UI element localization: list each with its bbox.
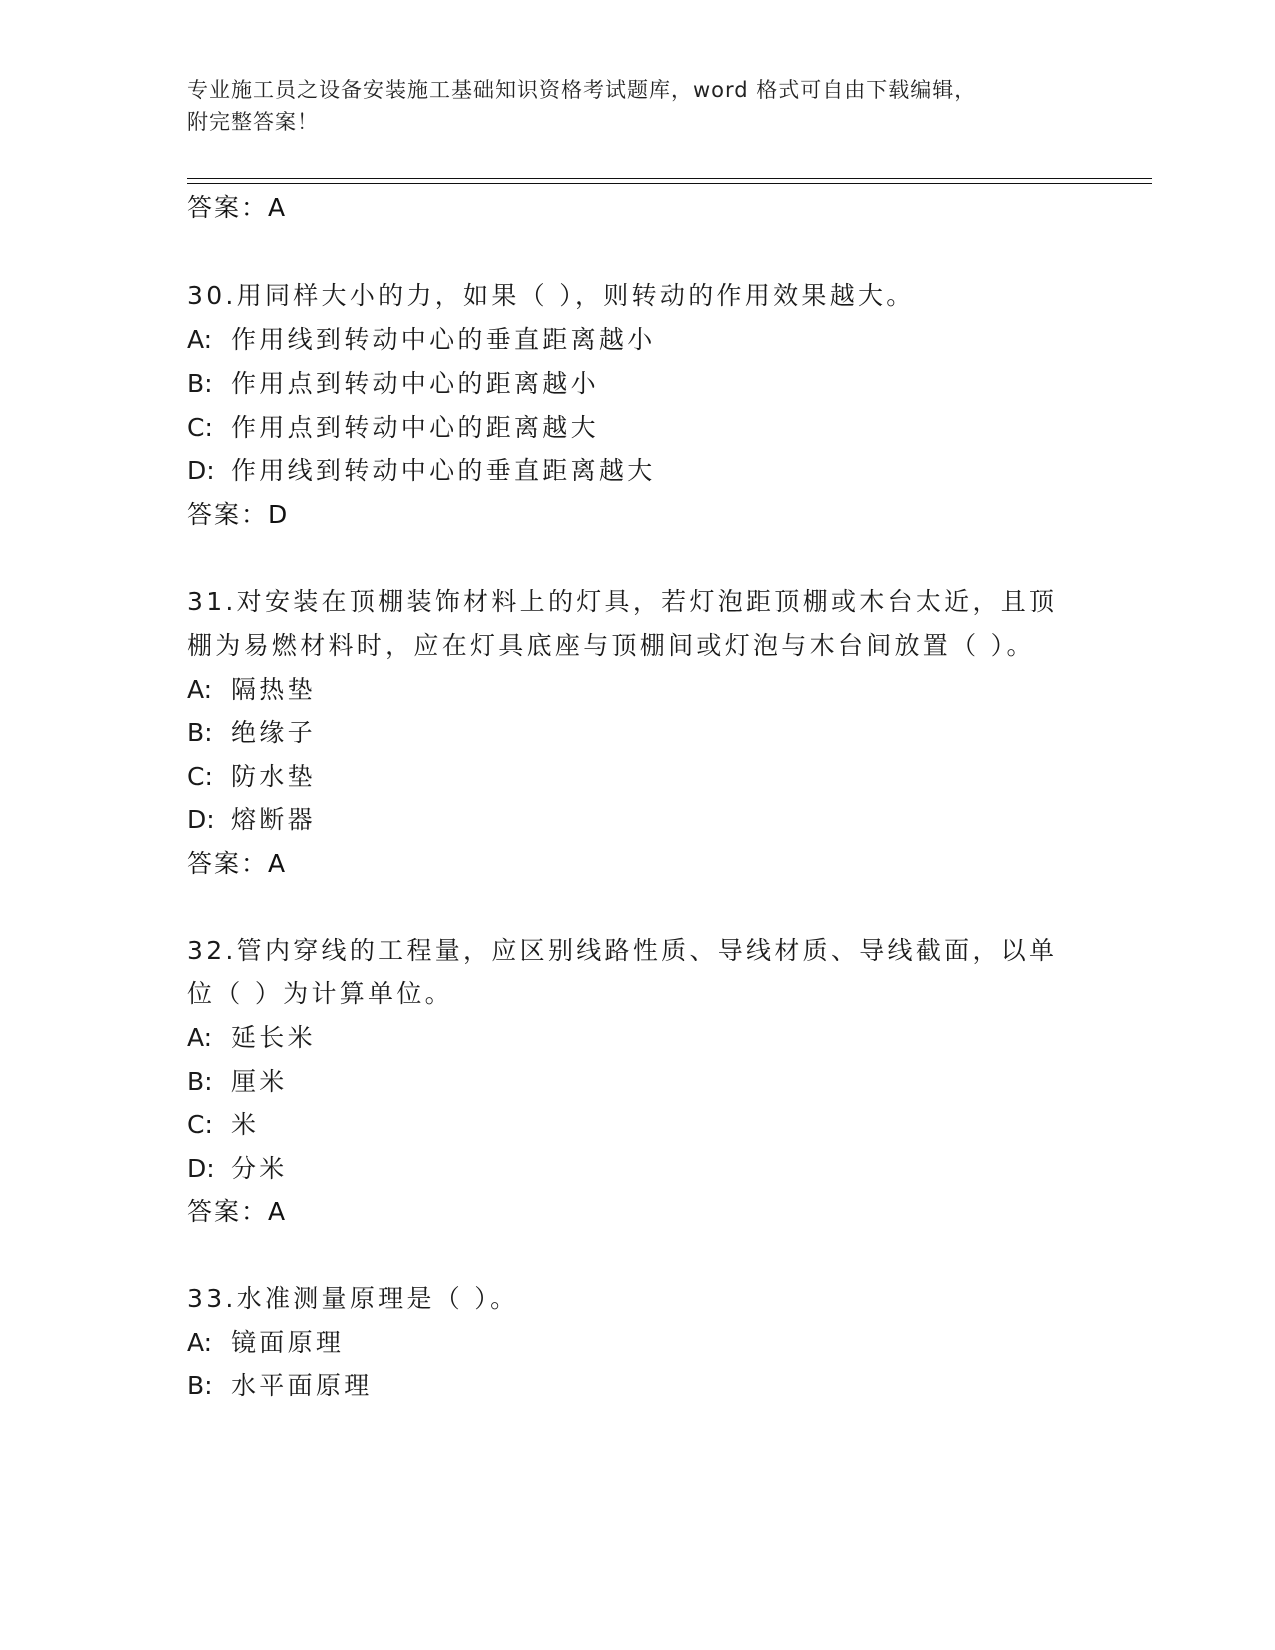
question-32-stem-line-2: 位（ ）为计算单位。 bbox=[187, 979, 453, 1008]
option-text: 作用线到转动中心的垂直距离越大 bbox=[231, 456, 656, 485]
option-letter: A: bbox=[187, 1023, 213, 1052]
question-31-option-b bbox=[187, 718, 316, 748]
question-32-option-b bbox=[187, 1067, 288, 1097]
option-letter: D: bbox=[187, 1154, 215, 1183]
option-text: 镜面原理 bbox=[231, 1328, 345, 1357]
option-letter: D: bbox=[187, 456, 215, 485]
option-text: 厘米 bbox=[231, 1067, 288, 1096]
option-letter: C: bbox=[187, 413, 213, 442]
question-31-stem-line-1: 31.对安装在顶棚装饰材料上的灯具，若灯泡距顶棚或木台太近，且顶 bbox=[187, 587, 1058, 616]
option-letter: C: bbox=[187, 762, 213, 791]
option-letter: A: bbox=[187, 1328, 213, 1357]
question-31-stem-line-2: 棚为易燃材料时，应在灯具底座与顶棚间或灯泡与木台间放置（ ）。 bbox=[187, 631, 1035, 660]
option-text: 作用线到转动中心的垂直距离越小 bbox=[231, 325, 656, 354]
option-text: 水平面原理 bbox=[231, 1371, 373, 1400]
option-letter: B: bbox=[187, 718, 213, 747]
question-33-stem: 33.水准测量原理是（ ）。 bbox=[187, 1284, 519, 1313]
header-divider-bottom bbox=[187, 183, 1152, 184]
question-31-option-c bbox=[187, 762, 316, 792]
option-text: 米 bbox=[231, 1110, 260, 1139]
option-text: 隔热垫 bbox=[231, 675, 316, 704]
option-letter: D: bbox=[187, 805, 215, 834]
question-30-answer: 答案：D bbox=[187, 500, 290, 529]
question-33-option-b bbox=[187, 1371, 373, 1401]
question-32-option-c bbox=[187, 1110, 259, 1140]
question-32-answer: 答案：A bbox=[187, 1197, 288, 1226]
option-letter: B: bbox=[187, 369, 213, 398]
option-letter: B: bbox=[187, 1067, 213, 1096]
option-text: 绝缘子 bbox=[231, 718, 316, 747]
header-divider-top bbox=[187, 178, 1152, 179]
question-32-option-a bbox=[187, 1023, 316, 1053]
question-31-option-a bbox=[187, 675, 316, 705]
question-32-option-d bbox=[187, 1154, 288, 1184]
option-letter: C: bbox=[187, 1110, 213, 1139]
option-letter: B: bbox=[187, 1371, 213, 1400]
question-31-answer: 答案：A bbox=[187, 849, 288, 878]
question-30-option-c bbox=[187, 413, 599, 443]
document-header bbox=[187, 74, 1067, 138]
question-30-option-b bbox=[187, 369, 599, 399]
option-letter: A: bbox=[187, 325, 213, 354]
answer-line: 答案：A bbox=[187, 193, 288, 222]
question-30-option-d bbox=[187, 456, 656, 486]
header-line-2: 附完整答案！ bbox=[187, 110, 319, 134]
question-31-option-d bbox=[187, 805, 316, 835]
option-text: 作用点到转动中心的距离越大 bbox=[231, 413, 599, 442]
option-text: 分米 bbox=[231, 1154, 288, 1183]
question-32-stem-line-1: 32.管内穿线的工程量，应区别线路性质、导线材质、导线截面，以单 bbox=[187, 936, 1058, 965]
option-text: 熔断器 bbox=[231, 805, 316, 834]
question-30-stem: 30.用同样大小的力，如果（ ），则转动的作用效果越大。 bbox=[187, 281, 915, 310]
option-text: 作用点到转动中心的距离越小 bbox=[231, 369, 599, 398]
option-text: 防水垫 bbox=[231, 762, 316, 791]
question-30-option-a bbox=[187, 325, 656, 355]
question-33-option-a bbox=[187, 1328, 344, 1358]
header-line-1: 专业施工员之设备安装施工基础知识资格考试题库，word 格式可自由下载编辑， bbox=[187, 78, 977, 102]
option-text: 延长米 bbox=[231, 1023, 316, 1052]
option-letter: A: bbox=[187, 675, 213, 704]
